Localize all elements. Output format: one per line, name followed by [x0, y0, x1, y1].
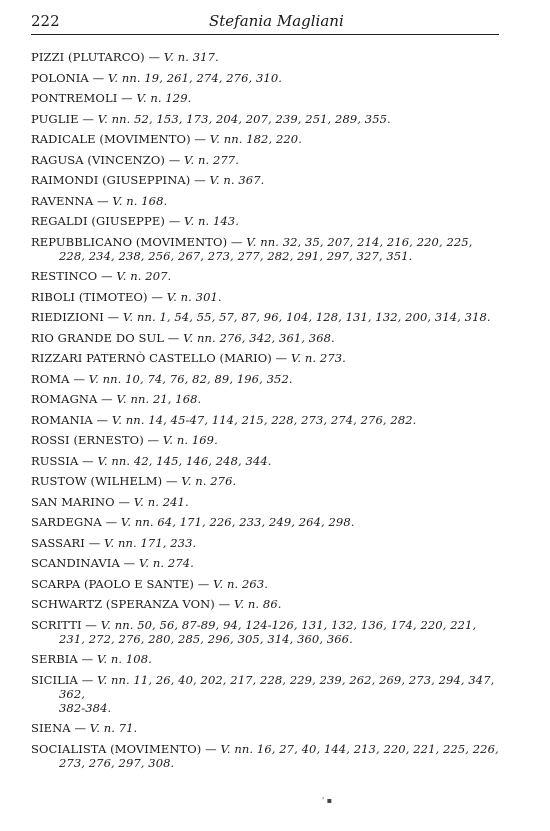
entry-name: PUGLIE — — [31, 111, 94, 126]
entry-name: POLONIA — — [31, 70, 105, 85]
index-entry — [31, 173, 505, 187]
page-number: 222 — [31, 12, 60, 30]
entry-name: RIZZARI PATERNÒ CASTELLO (MARIO) — — [31, 351, 288, 365]
index-entry — [31, 597, 505, 611]
index-entry — [31, 673, 505, 715]
index-entry — [31, 577, 505, 591]
entry-name: SICILIA — — [31, 672, 94, 687]
entry-name: RESTINCO — — [31, 269, 113, 283]
entry-references: V. nn. 64, 171, 226, 233, 249, 264, 298. — [117, 515, 355, 529]
index-entry — [31, 474, 505, 488]
entry-name: PIZZI (PLUTARCO) — — [31, 50, 161, 64]
entry-name: REGALDI (GIUSEPPE) — — [31, 214, 181, 228]
page-header — [31, 10, 499, 35]
entry-references: V. n. 301. — [162, 289, 222, 304]
index-entry — [31, 269, 505, 283]
entry-name: PONTREMOLI — — [31, 91, 133, 105]
index-entry — [31, 310, 505, 324]
entry-name: SCANDINAVIA — — [31, 556, 136, 570]
entry-name: SAN MARINO — — [31, 494, 131, 509]
index-entry — [31, 392, 505, 406]
entry-references: V. n. 263. — [209, 576, 268, 591]
entry-references: V. nn. 16, 27, 40, 144, 213, 220, 221, 225, 226, 273, 276, 297, 308. — [59, 741, 499, 770]
entry-references: V. n. 274. — [135, 556, 194, 570]
entry-name: SCHWARTZ (SPERANZA VON) — — [31, 597, 231, 611]
entry-references: V. nn. 182, 220. — [206, 132, 302, 146]
entry-name: RAVENNA — — [31, 193, 109, 208]
print-speck: ' ▪ — [322, 796, 333, 805]
index-entry — [31, 50, 505, 64]
entry-references: V. n. 276. — [177, 474, 237, 488]
index-entry — [31, 742, 505, 770]
index-entry — [31, 194, 505, 208]
entry-name: ROMAGNA — — [31, 392, 113, 406]
entry-name: SCRITTI — — [31, 617, 98, 632]
index-entry — [31, 71, 505, 85]
index-entry — [31, 235, 505, 263]
entry-references: V. nn. 10, 74, 76, 82, 89, 196, 352. — [84, 371, 293, 386]
entry-name: SASSARI — — [31, 535, 101, 550]
index-entries — [31, 50, 505, 776]
entry-references: V. nn. 52, 153, 173, 204, 207, 239, 251, 289, 355. — [93, 111, 391, 126]
entry-name: ROSSI (ERNESTO) — — [31, 433, 160, 447]
index-entry — [31, 454, 505, 468]
entry-references: V. nn. 50, 56, 87-89, 94, 124-126, 131, 132, 136, 174, 220, 221, 231, 272, 276, 280, 285, 296, 305, 314, 360, 366. — [59, 617, 477, 646]
entry-references: V. nn. 42, 145, 146, 248, 344. — [93, 453, 272, 468]
index-entry — [31, 372, 505, 386]
entry-references: V. n. 86. — [230, 597, 282, 611]
entry-name: SCARPA (PAOLO E SANTE) — — [31, 576, 210, 591]
index-entry — [31, 652, 505, 666]
entry-references: V. n. 71. — [86, 721, 138, 735]
index-entry — [31, 495, 505, 509]
index-entry — [31, 536, 505, 550]
entry-name: SOCIALISTA (MOVIMENTO) — — [31, 741, 217, 756]
index-entry — [31, 556, 505, 570]
entry-references: V. n. 207. — [112, 269, 172, 283]
entry-references: V. nn. 14, 45-47, 114, 215, 228, 273, 274, 276, 282. — [108, 412, 417, 427]
entry-name: RADICALE (MOVIMENTO) — — [31, 132, 207, 146]
entry-references: V. nn. 171, 233. — [100, 535, 197, 550]
entry-references: V. n. 367. — [205, 173, 265, 187]
index-entry — [31, 351, 505, 365]
index-entry — [31, 331, 505, 345]
entry-name: REPUBBLICANO (MOVIMENTO) — — [31, 234, 243, 249]
index-entry — [31, 132, 505, 146]
index-entry — [31, 721, 505, 735]
entry-name: SIENA — — [31, 721, 87, 735]
entry-name: RUSTOW (WILHELM) — — [31, 474, 178, 488]
entry-references: V. nn. 11, 26, 40, 202, 217, 228, 229, 239, 262, 269, 273, 294, 347, 362, 382-384. — [59, 672, 495, 715]
entry-references: V. n. 241. — [130, 494, 189, 509]
entry-name: RAGUSA (VINCENZO) — — [31, 152, 181, 167]
entry-references: V. nn. 276, 342, 361, 368. — [179, 330, 335, 345]
entry-references: V. nn. 19, 261, 274, 276, 310. — [104, 70, 283, 85]
index-entry — [31, 214, 505, 228]
index-entry — [31, 618, 505, 646]
running-title: Stefania Magliani — [209, 12, 344, 30]
entry-references: V. n. 277. — [180, 152, 239, 167]
entry-name: ROMANIA — — [31, 412, 109, 427]
entry-name: RAIMONDI (GIUSEPPINA) — — [31, 173, 206, 187]
entry-name: RIEDIZIONI — — [31, 310, 120, 324]
index-entry — [31, 290, 505, 304]
entry-references: V. n. 273. — [287, 351, 346, 365]
entry-references: V. n. 169. — [159, 433, 218, 447]
entry-name: RIBOLI (TIMOTEO) — — [31, 289, 163, 304]
entry-references: V. n. 108. — [93, 652, 152, 666]
entry-references: V. nn. 32, 35, 207, 214, 216, 220, 225, 228, 234, 238, 256, 267, 273, 277, 282, 291, 297, 327, 351. — [59, 234, 473, 263]
entry-references: V. n. 317. — [160, 50, 219, 64]
entry-name: RIO GRANDE DO SUL — — [31, 330, 180, 345]
index-entry — [31, 112, 505, 126]
entry-references: V. nn. 1, 54, 55, 57, 87, 96, 104, 128, 131, 132, 200, 314, 318. — [119, 310, 491, 324]
entry-references: V. n. 168. — [108, 193, 168, 208]
entry-name: RUSSIA — — [31, 453, 94, 468]
entry-references: V. n. 143. — [180, 214, 239, 228]
entry-name: ROMA — — [31, 371, 85, 386]
index-entry — [31, 413, 505, 427]
index-entry — [31, 153, 505, 167]
entry-name: SARDEGNA — — [31, 515, 118, 529]
entry-references: V. n. 129. — [132, 91, 192, 105]
entry-references: V. nn. 21, 168. — [112, 392, 202, 406]
index-entry — [31, 91, 505, 105]
index-entry — [31, 433, 505, 447]
index-entry — [31, 515, 505, 529]
entry-name: SERBIA — — [31, 652, 94, 666]
